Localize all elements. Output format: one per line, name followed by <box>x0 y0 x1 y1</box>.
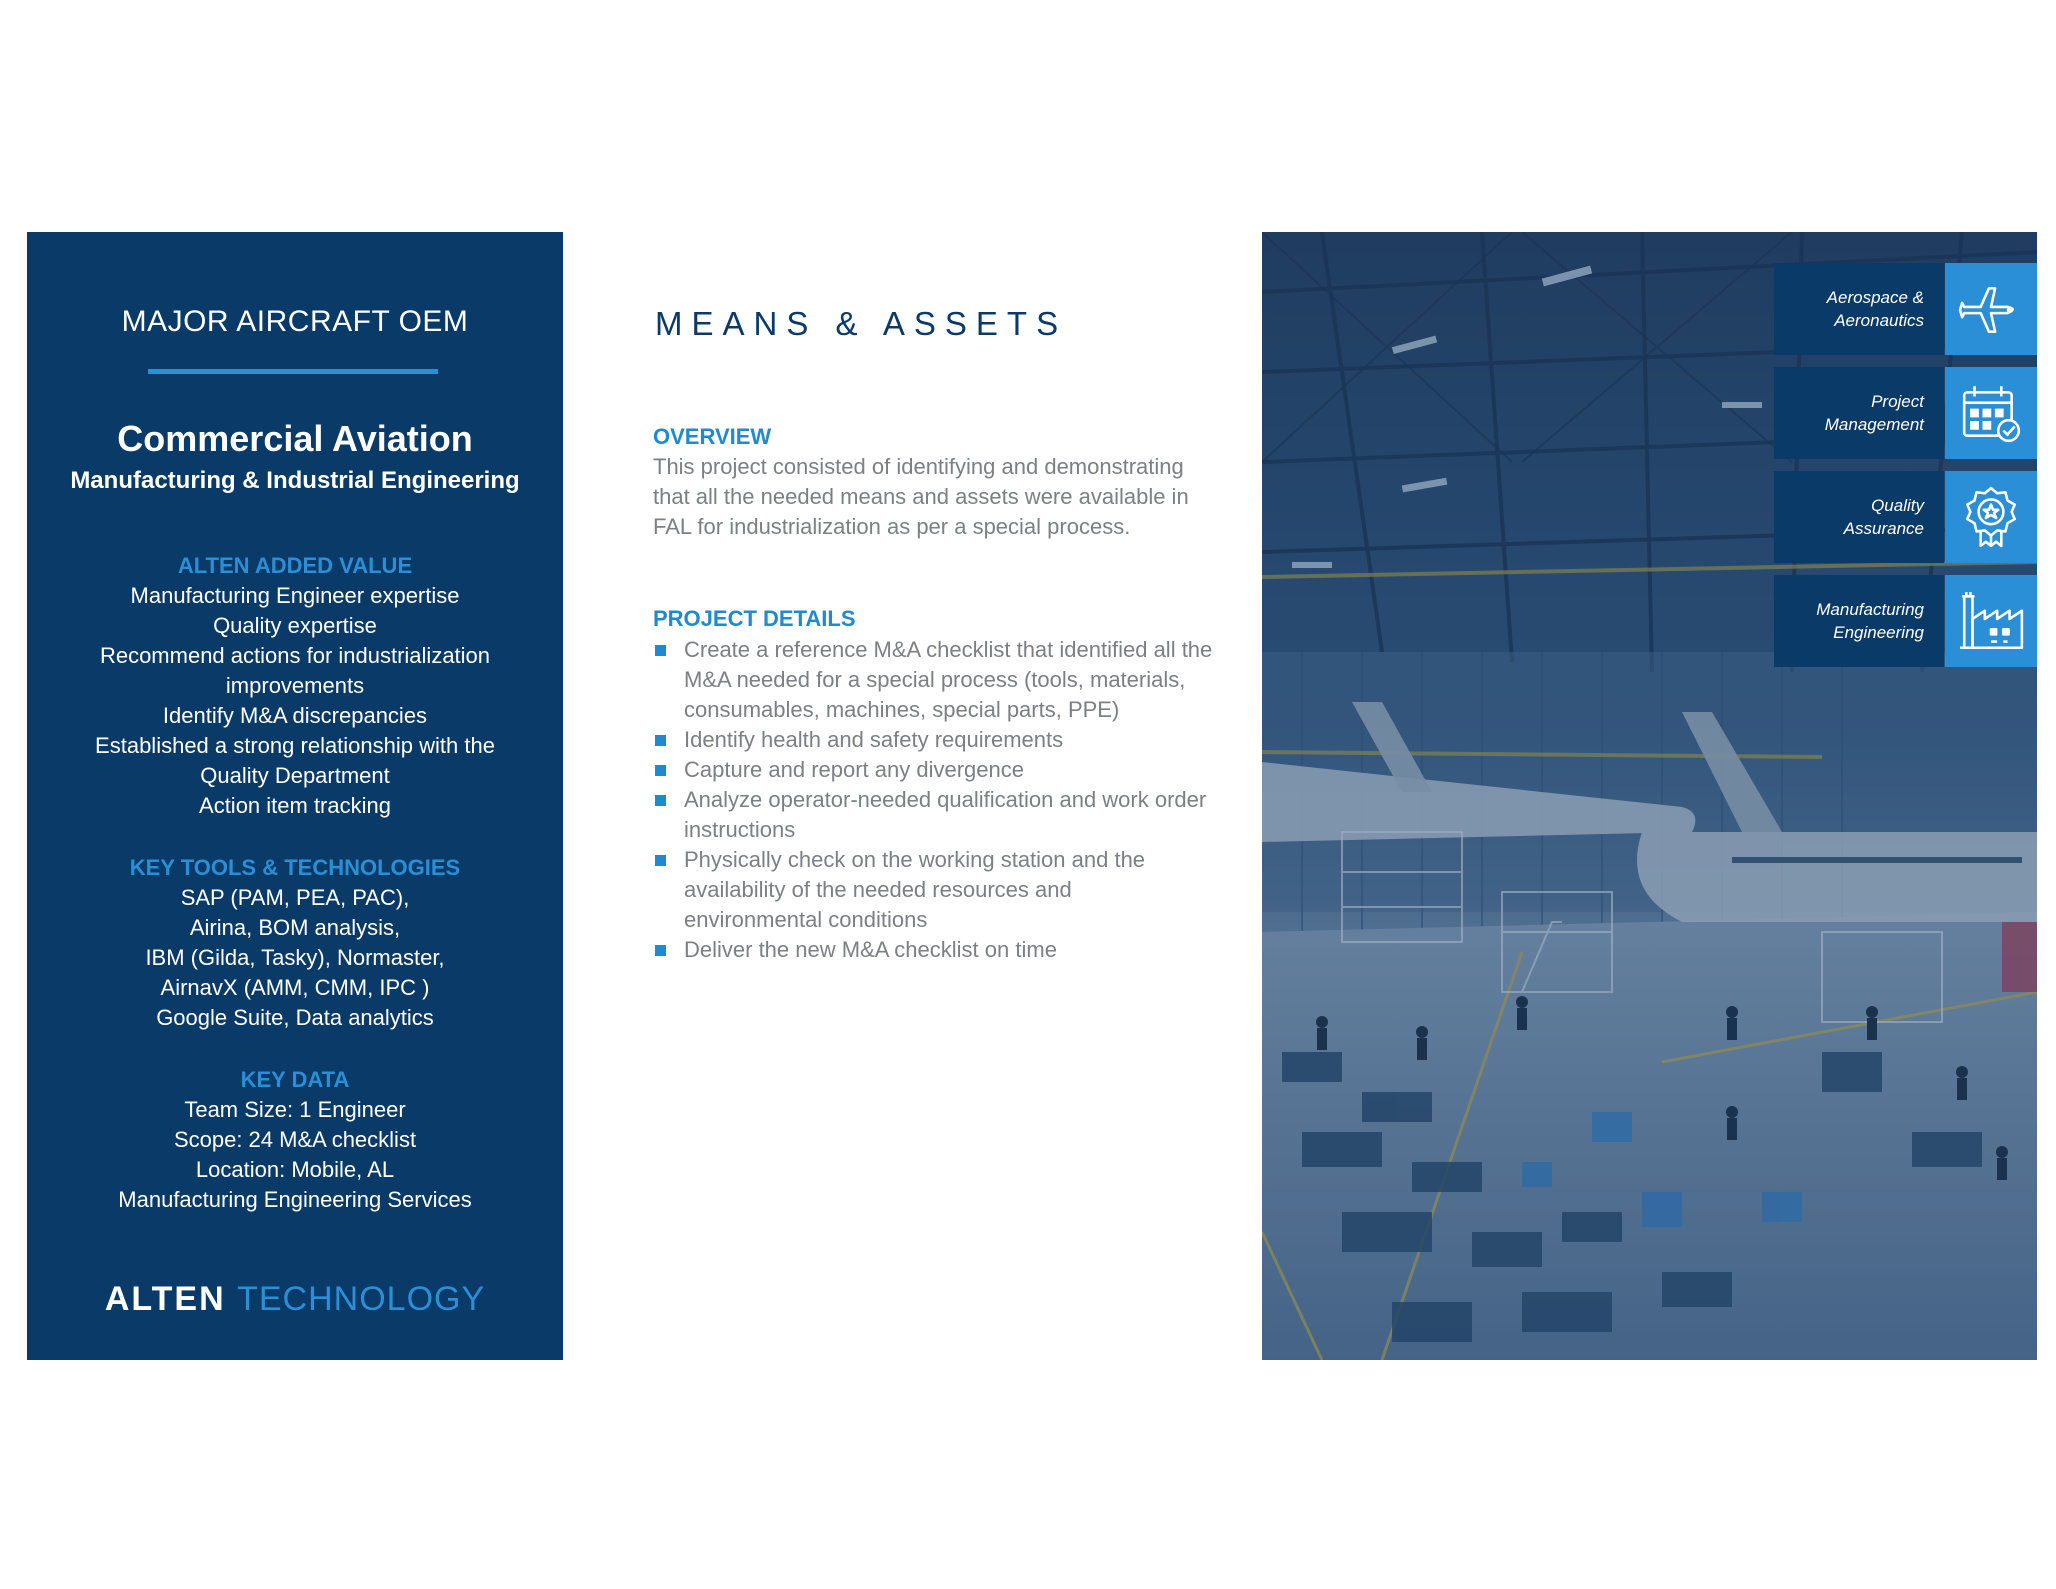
square-bullet-icon <box>655 855 666 866</box>
brand-primary: ALTEN <box>104 1280 226 1318</box>
list-item: Create a reference M&A checklist that identified all the M&A needed for a special process (tools, materials, consumables, machines, special parts, PPE) <box>653 635 1213 725</box>
client-divider <box>148 369 438 374</box>
key-data-heading: KEY DATA <box>240 1067 350 1092</box>
service-tag-quality-assurance <box>1774 471 2037 563</box>
list-item: Analyze operator-needed qualification and work order instructions <box>653 785 1213 845</box>
hangar-photo <box>1262 232 2037 1360</box>
airplane-icon <box>1945 263 2037 355</box>
list-item: Capture and report any divergence <box>653 755 1213 785</box>
added-value-item: Quality expertise <box>213 613 377 638</box>
tools-line: SAP (PAM, PEA, PAC), <box>180 885 410 910</box>
alten-technology-logo <box>27 1280 563 1319</box>
added-value-heading: ALTEN ADDED VALUE <box>177 553 413 578</box>
tools-heading: KEY TOOLS & TECHNOLOGIES <box>129 855 461 880</box>
sector-subtitle: Manufacturing & Industrial Engineering <box>70 467 520 494</box>
service-tag-aerospace <box>1774 263 2037 355</box>
calendar-check-icon <box>1945 367 2037 459</box>
square-bullet-icon <box>655 765 666 776</box>
service-label: Project Management <box>1774 367 1944 459</box>
added-value-item: Established a strong relationship with the Quality Department <box>95 733 495 788</box>
team-size: Team Size: 1 Engineer <box>184 1097 406 1122</box>
service-tag-project-management <box>1774 367 2037 459</box>
service-label: Quality Assurance <box>1774 471 1944 563</box>
overview-text: This project consisted of identifying and demonstrating that all the needed means and assets were available in FAL for industrialization as per a special process. <box>653 454 1189 539</box>
sector-title: Commercial Aviation <box>117 418 473 459</box>
square-bullet-icon <box>655 945 666 956</box>
service-line: Manufacturing Engineering Services <box>118 1187 472 1212</box>
tools-line: IBM (Gilda, Tasky), Normaster, <box>145 945 445 970</box>
client-name: MAJOR AIRCRAFT OEM <box>121 305 469 338</box>
added-value-item: Manufacturing Engineer expertise <box>130 583 460 608</box>
square-bullet-icon <box>655 795 666 806</box>
list-item: Physically check on the working station and the availability of the needed resources and environmental conditions <box>653 845 1213 935</box>
tools-line: AirnavX (AMM, CMM, IPC ) <box>160 975 430 1000</box>
tools-line: Google Suite, Data analytics <box>156 1005 434 1030</box>
added-value-item: Identify M&A discrepancies <box>162 703 428 728</box>
project-details-heading: PROJECT DETAILS <box>653 606 856 631</box>
tools-line: Airina, BOM analysis, <box>189 915 401 940</box>
award-badge-icon <box>1945 471 2037 563</box>
added-value-section <box>27 550 563 821</box>
square-bullet-icon <box>655 645 666 656</box>
service-label: Manufacturing Engineering <box>1774 575 1944 667</box>
list-item: Deliver the new M&A checklist on time <box>653 935 1213 965</box>
project-summary-panel <box>27 232 563 1360</box>
factory-icon <box>1945 575 2037 667</box>
list-item: Identify health and safety requirements <box>653 725 1213 755</box>
added-value-item: Action item tracking <box>199 793 391 818</box>
square-bullet-icon <box>655 735 666 746</box>
key-data-section <box>27 1064 563 1215</box>
overview-heading: OVERVIEW <box>653 424 772 449</box>
tools-section <box>27 852 563 1033</box>
scope: Scope: 24 M&A checklist <box>173 1127 417 1152</box>
added-value-item: Recommend actions for industrialization improvements <box>99 643 491 698</box>
location: Location: Mobile, AL <box>195 1157 395 1182</box>
brand-accent: TECHNOLOGY <box>237 1280 486 1318</box>
service-tag-manufacturing-engineering <box>1774 575 2037 667</box>
project-details-list <box>653 635 1213 965</box>
service-label: Aerospace & Aeronautics <box>1774 263 1944 355</box>
page-title: MEANS & ASSETS <box>655 305 1068 342</box>
